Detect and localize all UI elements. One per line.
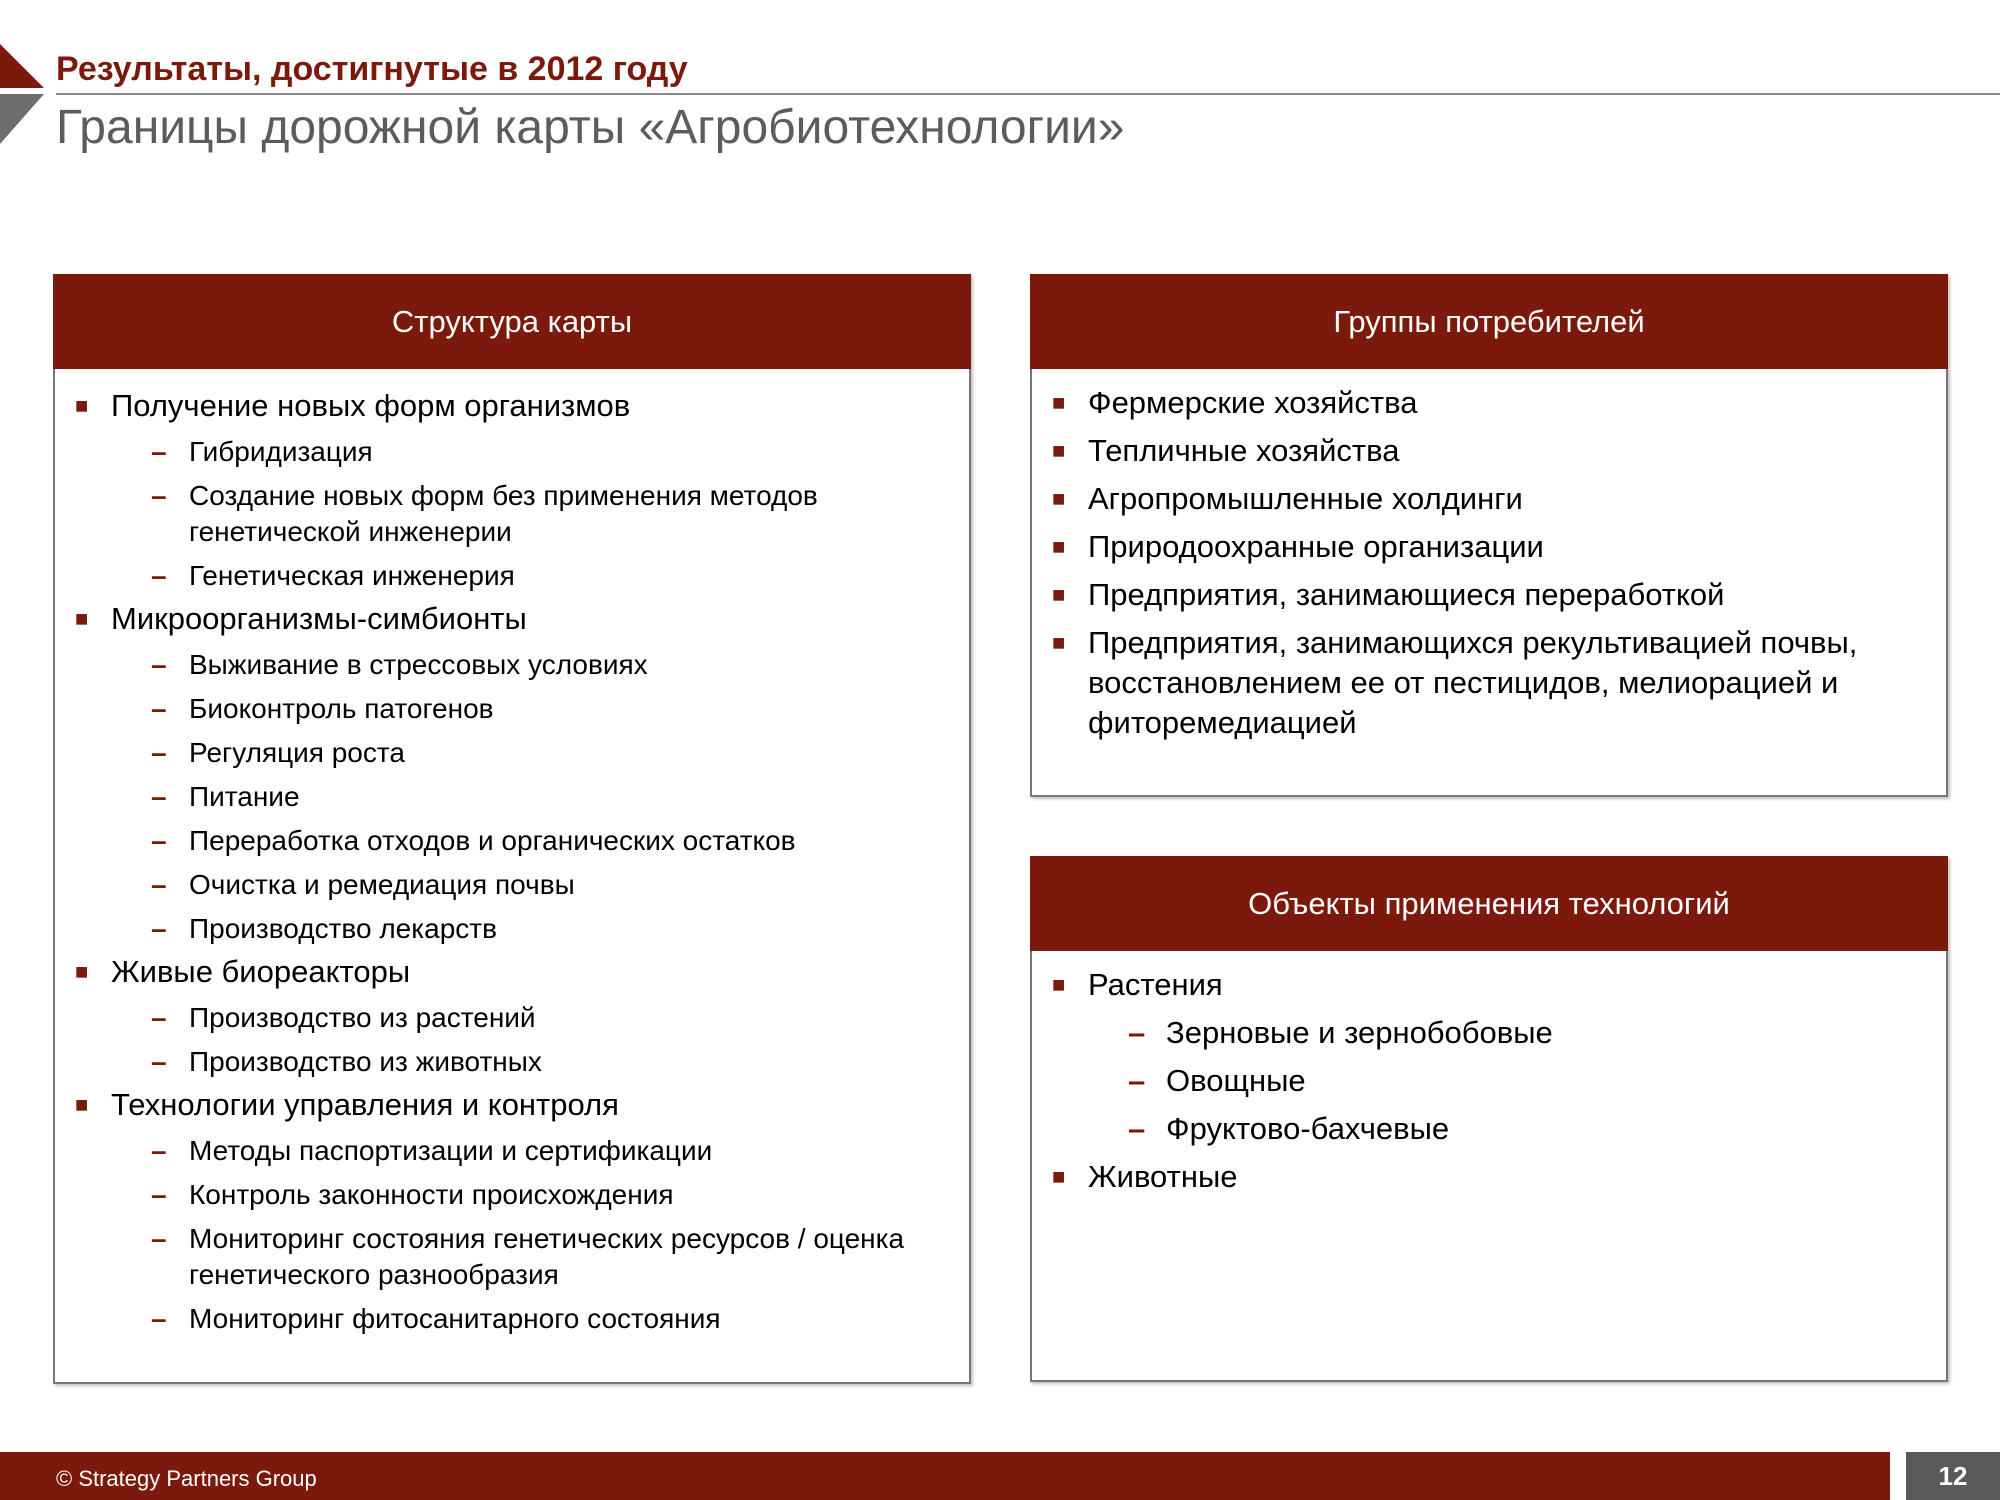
structure-subitem	[111, 735, 947, 771]
dash-bullet-icon: –	[151, 1002, 167, 1033]
consumer-item-label: Агропромышленные холдинги	[1088, 481, 1523, 516]
page-title: Границы дорожной карты «Агробиотехнологии»	[56, 101, 1125, 154]
square-bullet-icon: ■	[75, 1092, 89, 1117]
dash-bullet-icon: –	[151, 781, 167, 812]
consumer-item	[1050, 623, 1924, 743]
object-subitem-label: Фруктово-бахчевые	[1166, 1111, 1450, 1146]
dash-bullet-icon: –	[151, 869, 167, 900]
structure-subitem-label: Контроль законности происхождения	[189, 1179, 674, 1210]
structure-subitem-label: Производство лекарств	[189, 913, 497, 944]
structure-subitem	[111, 779, 947, 815]
structure-panel	[53, 274, 971, 1384]
square-bullet-icon: ■	[1052, 630, 1066, 655]
square-bullet-icon: ■	[1052, 1164, 1066, 1189]
object-subitem-label: Овощные	[1166, 1063, 1306, 1098]
structure-subitem-label: Питание	[189, 781, 300, 812]
structure-subitem	[111, 911, 947, 947]
structure-subitem	[111, 1221, 947, 1293]
consumer-item-label: Тепличные хозяйства	[1088, 433, 1400, 468]
structure-subitem-label: Генетическая инженерия	[189, 560, 515, 591]
object-item-label: Животные	[1088, 1159, 1238, 1194]
structure-subitem-label: Производство из растений	[189, 1002, 536, 1033]
corner-arrow-logo	[0, 44, 44, 144]
structure-subitem	[111, 691, 947, 727]
dash-bullet-icon: –	[151, 693, 167, 724]
structure-item	[73, 385, 947, 594]
structure-subitem-label: Биоконтроль патогенов	[189, 693, 494, 724]
structure-item-label: Микроорганизмы-симбионты	[111, 601, 527, 636]
dash-bullet-icon: –	[1128, 1063, 1146, 1098]
page-number: 12	[1906, 1452, 2000, 1500]
structure-subitem-label: Производство из животных	[189, 1046, 542, 1077]
dash-bullet-icon: –	[151, 1303, 167, 1334]
structure-item	[73, 598, 947, 947]
dash-bullet-icon: –	[151, 1179, 167, 1210]
dash-bullet-icon: –	[1128, 1015, 1146, 1050]
structure-subitem	[111, 1044, 947, 1080]
square-bullet-icon: ■	[1052, 438, 1066, 463]
dash-bullet-icon: –	[151, 1046, 167, 1077]
consumer-item	[1050, 431, 1924, 471]
dash-bullet-icon: –	[1128, 1111, 1146, 1146]
structure-subitem-label: Создание новых форм без применения методов генетической инженерии	[189, 480, 818, 547]
consumers-panel-heading: Группы потребителей	[1030, 274, 1948, 369]
objects-panel	[1030, 856, 1948, 1382]
object-item-label: Растения	[1088, 967, 1223, 1002]
structure-item-label: Получение новых форм организмов	[111, 388, 631, 423]
square-bullet-icon: ■	[75, 606, 89, 631]
square-bullet-icon: ■	[1052, 534, 1066, 559]
structure-subitem	[111, 1000, 947, 1036]
structure-item	[73, 951, 947, 1080]
dash-bullet-icon: –	[151, 436, 167, 467]
square-bullet-icon: ■	[75, 959, 89, 984]
structure-subitem-label: Методы паспортизации и сертификации	[189, 1135, 713, 1166]
consumer-item-label: Предприятия, занимающиеся переработкой	[1088, 577, 1725, 612]
consumer-item-label: Предприятия, занимающихся рекультивацией почвы, восстановлением ее от пестицидов, мелиорацией и фиторемедиацией	[1088, 625, 1858, 740]
square-bullet-icon: ■	[1052, 390, 1066, 415]
section-subtitle: Результаты, достигнутые в 2012 году	[56, 50, 688, 88]
structure-subitem-label: Мониторинг фитосанитарного состояния	[189, 1303, 721, 1334]
structure-subitem	[111, 823, 947, 859]
dash-bullet-icon: –	[151, 913, 167, 944]
object-item	[1050, 1157, 1924, 1197]
objects-panel-heading: Объекты применения технологий	[1030, 856, 1948, 951]
square-bullet-icon: ■	[1052, 486, 1066, 511]
structure-subitem	[111, 1301, 947, 1337]
consumers-list	[1050, 383, 1924, 743]
structure-panel-heading: Структура карты	[53, 274, 971, 369]
structure-subitem	[111, 647, 947, 683]
dash-bullet-icon: –	[151, 649, 167, 680]
header-divider	[56, 93, 2000, 95]
structure-subitem	[111, 558, 947, 594]
consumer-item-label: Фермерские хозяйства	[1088, 385, 1418, 420]
consumers-panel	[1030, 274, 1948, 797]
structure-subitem-label: Выживание в стрессовых условиях	[189, 649, 648, 680]
consumer-item	[1050, 575, 1924, 615]
object-subitem	[1088, 1109, 1924, 1149]
structure-item-label: Технологии управления и контроля	[111, 1087, 619, 1122]
structure-subitem	[111, 867, 947, 903]
consumer-item	[1050, 527, 1924, 567]
consumer-item	[1050, 479, 1924, 519]
square-bullet-icon: ■	[75, 393, 89, 418]
structure-subitem	[111, 434, 947, 470]
structure-subitem-label: Гибридизация	[189, 436, 373, 467]
object-subitem-label: Зерновые и зернобобовые	[1166, 1015, 1553, 1050]
dash-bullet-icon: –	[151, 560, 167, 591]
square-bullet-icon: ■	[1052, 582, 1066, 607]
dash-bullet-icon: –	[151, 825, 167, 856]
structure-subitem-label: Мониторинг состояния генетических ресурсов / оценка генетического разнообразия	[189, 1223, 905, 1290]
dash-bullet-icon: –	[151, 1223, 167, 1254]
structure-item-label: Живые биореакторы	[111, 954, 411, 989]
square-bullet-icon: ■	[1052, 972, 1066, 997]
consumer-item-label: Природоохранные организации	[1088, 529, 1544, 564]
object-subitem	[1088, 1061, 1924, 1101]
dash-bullet-icon: –	[151, 1135, 167, 1166]
structure-list	[73, 385, 947, 1337]
structure-subitem-label: Переработка отходов и органических остатков	[189, 825, 796, 856]
object-item	[1050, 965, 1924, 1149]
consumer-item	[1050, 383, 1924, 423]
dash-bullet-icon: –	[151, 737, 167, 768]
structure-subitem-label: Регуляция роста	[189, 737, 405, 768]
dash-bullet-icon: –	[151, 480, 167, 511]
structure-subitem	[111, 1133, 947, 1169]
structure-subitem	[111, 478, 947, 550]
object-subitem	[1088, 1013, 1924, 1053]
structure-subitem	[111, 1177, 947, 1213]
objects-list	[1050, 965, 1924, 1197]
structure-subitem-label: Очистка и ремедиация почвы	[189, 869, 575, 900]
footer-copyright: © Strategy Partners Group	[56, 1466, 317, 1491]
structure-item	[73, 1084, 947, 1337]
